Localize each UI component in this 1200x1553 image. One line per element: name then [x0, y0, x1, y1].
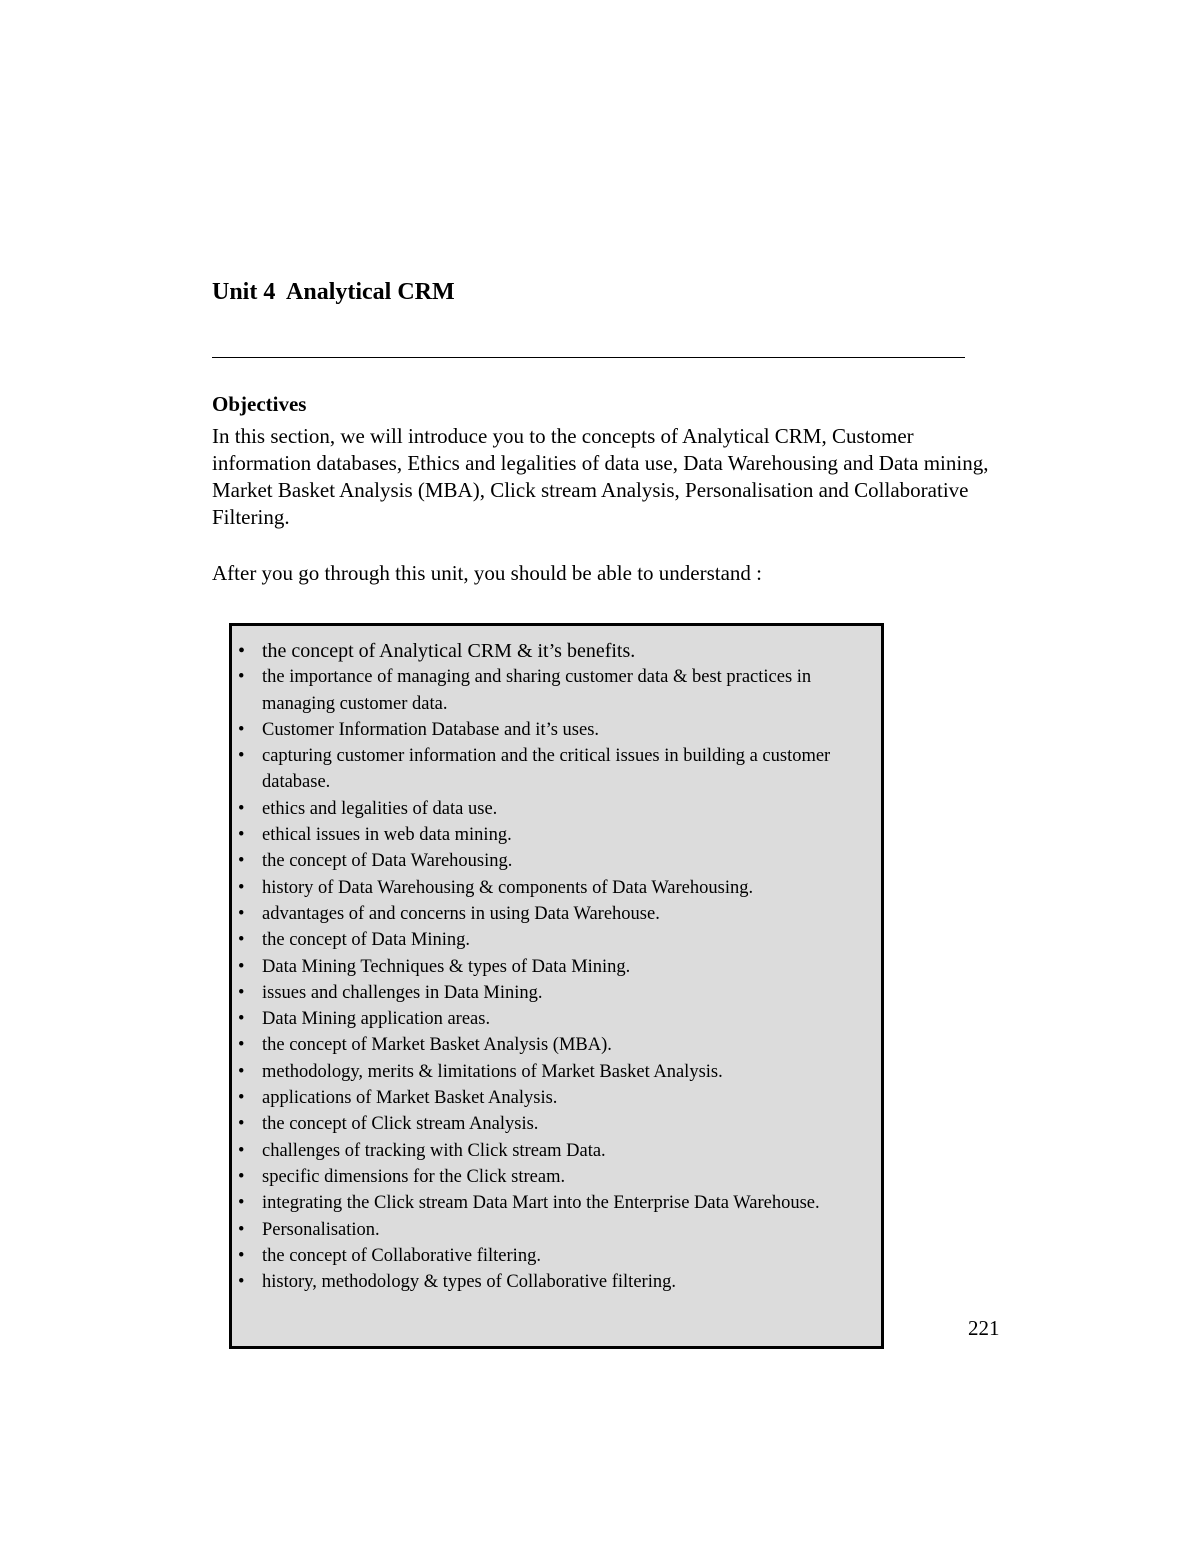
- bullet-icon: •: [238, 640, 246, 662]
- list-item-text: capturing customer information and the critical issues in building a customer database.: [262, 746, 831, 793]
- bullet-icon: •: [238, 1088, 245, 1109]
- bullet-icon: •: [238, 1140, 245, 1161]
- bullet-icon: •: [238, 1219, 245, 1240]
- bullet-icon: •: [238, 746, 245, 767]
- objectives-box: [229, 623, 884, 1349]
- list-item: [232, 743, 881, 796]
- list-item-text: history, methodology & types of Collaborative filtering.: [262, 1272, 676, 1293]
- bullet-icon: •: [238, 930, 245, 951]
- bullet-icon: •: [238, 1193, 245, 1214]
- list-item: [232, 980, 881, 1006]
- lead-in-text: After you go through this unit, you should be able to understand :: [212, 561, 763, 585]
- list-item: [232, 1006, 881, 1032]
- list-item: [232, 1032, 881, 1058]
- bullet-icon: •: [238, 1245, 245, 1266]
- list-item-text: history of Data Warehousing & components of Data Warehousing.: [262, 877, 754, 898]
- list-item-text: the concept of Analytical CRM & it’s benefits.: [262, 640, 636, 662]
- list-item: [232, 1059, 881, 1085]
- list-item-text: the concept of Click stream Analysis.: [262, 1114, 539, 1135]
- list-item-text: Data Mining Techniques & types of Data Mining.: [262, 956, 631, 977]
- list-item: [232, 1243, 881, 1269]
- bullet-icon: •: [238, 982, 245, 1003]
- objectives-heading: Objectives: [212, 392, 307, 416]
- intro-paragraph: In this section, we will introduce you to the concepts of Analytical CRM, Customer information databases, Ethics and legalities of data use, Data Warehousing and Data mining, Market Basket Analysis (MBA), Click stream Analysis, Personalisation and Collaborative Filtering.: [212, 424, 989, 529]
- bullet-icon: •: [238, 798, 245, 819]
- bullet-icon: •: [238, 851, 245, 872]
- list-item-text: advantages of and concerns in using Data Warehouse.: [262, 903, 660, 924]
- bullet-icon: •: [238, 825, 245, 846]
- bullet-icon: •: [238, 719, 245, 740]
- list-item: [232, 822, 881, 848]
- bullet-icon: •: [238, 1114, 245, 1135]
- list-item: [232, 875, 881, 901]
- list-item-text: integrating the Click stream Data Mart into the Enterprise Data Warehouse.: [262, 1193, 820, 1214]
- list-item-text: ethical issues in web data mining.: [262, 825, 512, 846]
- list-item-text: Personalisation.: [262, 1219, 380, 1240]
- bullet-icon: •: [238, 956, 245, 977]
- list-item: [232, 901, 881, 927]
- list-item: [232, 1269, 881, 1295]
- bullet-icon: •: [238, 903, 245, 924]
- list-item-text: Data Mining application areas.: [262, 1009, 491, 1030]
- bullet-icon: •: [238, 877, 245, 898]
- bullet-icon: •: [238, 1009, 245, 1030]
- list-item-text: the concept of Collaborative filtering.: [262, 1245, 541, 1266]
- list-item: [232, 927, 881, 953]
- list-item-text: issues and challenges in Data Mining.: [262, 982, 543, 1003]
- list-item-text: the importance of managing and sharing customer data & best practices in managing customer data.: [262, 667, 812, 714]
- list-item-text: challenges of tracking with Click stream Data.: [262, 1140, 606, 1161]
- list-item-text: the concept of Data Warehousing.: [262, 851, 513, 872]
- list-item-text: the concept of Market Basket Analysis (MBA).: [262, 1035, 612, 1056]
- list-item-text: applications of Market Basket Analysis.: [262, 1088, 558, 1109]
- bullet-icon: •: [238, 667, 245, 688]
- bullet-icon: •: [238, 1061, 245, 1082]
- list-item: [232, 848, 881, 874]
- list-item: [232, 796, 881, 822]
- list-item: [232, 1217, 881, 1243]
- list-item-text: Customer Information Database and it’s uses.: [262, 719, 600, 740]
- bullet-icon: •: [238, 1166, 245, 1187]
- list-item-text: specific dimensions for the Click stream.: [262, 1166, 566, 1187]
- list-item: [232, 638, 881, 664]
- list-item: [232, 1190, 881, 1216]
- list-item: [232, 1138, 881, 1164]
- list-item: [232, 954, 881, 980]
- list-item: [232, 717, 881, 743]
- page-number: 221: [968, 1316, 1000, 1340]
- list-item: [232, 1085, 881, 1111]
- objectives-list: [232, 626, 881, 1295]
- list-item: [232, 1111, 881, 1137]
- list-item: [232, 1164, 881, 1190]
- horizontal-rule: [212, 357, 965, 358]
- list-item-text: ethics and legalities of data use.: [262, 798, 498, 819]
- bullet-icon: •: [238, 1272, 245, 1293]
- list-item-text: the concept of Data Mining.: [262, 930, 471, 951]
- bullet-icon: •: [238, 1035, 245, 1056]
- list-item-text: methodology, merits & limitations of Market Basket Analysis.: [262, 1061, 723, 1082]
- list-item: [232, 664, 881, 717]
- unit-title: Unit 4 Analytical CRM: [212, 279, 455, 305]
